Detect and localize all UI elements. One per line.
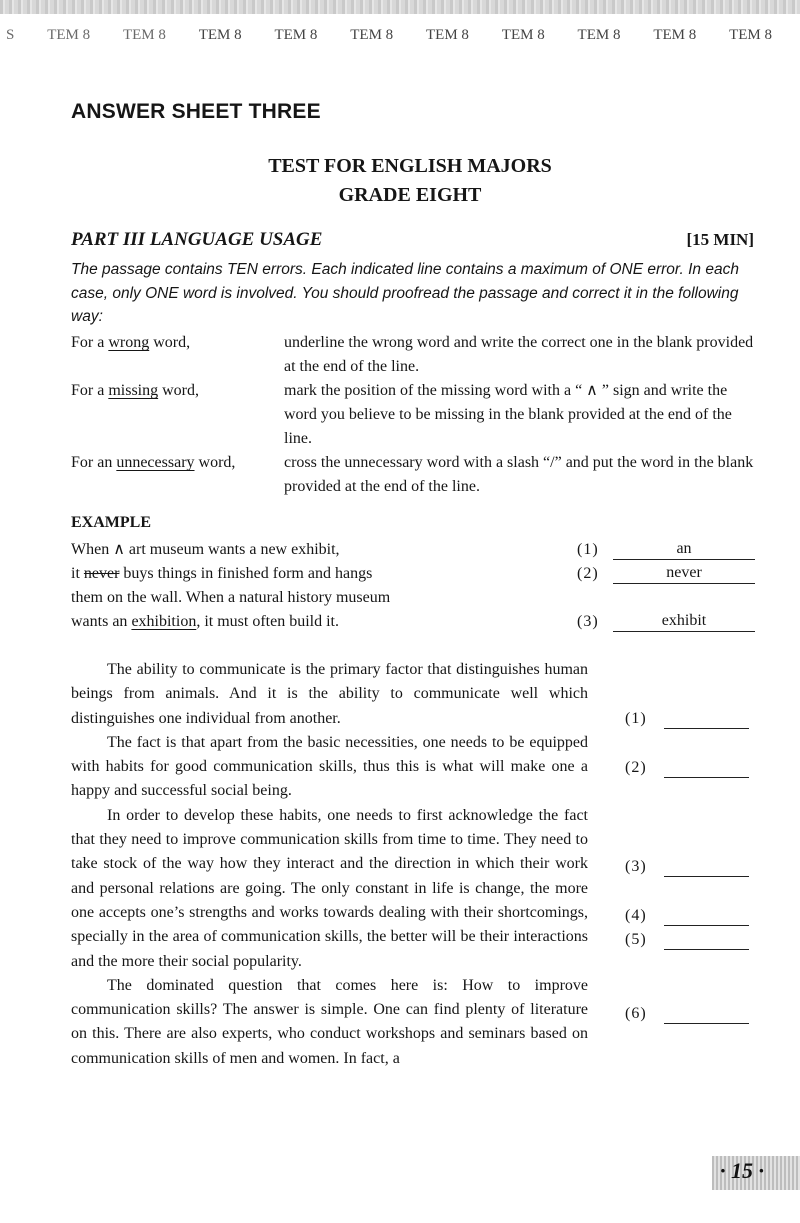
example-answer-blank: never <box>613 563 755 584</box>
example-answer-blank: an <box>613 539 755 560</box>
test-grade: GRADE EIGHT <box>338 184 482 206</box>
answer-number: (4) <box>625 907 647 924</box>
rule-label-post: word, <box>149 334 191 351</box>
part-time-limit: [15 MIN] <box>686 230 754 249</box>
part-heading: PART III LANGUAGE USAGE <box>71 229 323 250</box>
passage-paragraph: The ability to communicate is the primary factor that distinguishes human beings from animals. And it is the ability to communicate well which distinguishes one individual from another. <box>71 661 588 727</box>
answer-blank-5[interactable] <box>664 929 749 950</box>
sheet-title: ANSWER SHEET THREE <box>71 100 321 123</box>
answer-blank-2[interactable] <box>664 757 749 778</box>
rule-text-wrong: underline the wrong word and write the correct one in the blank provided at the end of the line. <box>284 334 754 375</box>
example-heading: EXAMPLE <box>71 514 151 531</box>
rule-label-pre: For a <box>71 382 109 399</box>
example-line-3: them on the wall. When a natural history museum <box>71 589 391 606</box>
header-strip-item: TEM 8 <box>47 26 91 43</box>
passage-paragraph: The dominated question that comes here is: How to improve communication skills? The answer is simple. One can find plenty of literature on this. There are also experts, who conduct workshops and seminars based on communication skills of men and women. In fact, a <box>71 976 588 1067</box>
passage-paragraph: In order to develop these habits, one needs to first acknowledge the fact that they need to improve communication skills from time to time. They need to take stock of the way how they interact and the direction in which their work and personal relations are going. The only constant in life is change, the more one accepts one’s strengths and works towards dealing with their shortcomings, specially in the area of communication skills, the better will be their interactions and the more their social popularity. <box>71 806 588 970</box>
underlined-word: exhibition <box>131 613 197 630</box>
header-strip-item: TEM 8 <box>729 26 772 43</box>
answer-blank-3[interactable] <box>664 856 749 877</box>
instructions: The passage contains TEN errors. Each indicated line contains a maximum of ONE error. In each case, only ONE word is involved. You should proofread the passage and correct it in the following way: <box>71 261 739 325</box>
header-strip-item: TEM 8 <box>350 26 394 43</box>
header-tem8-strip <box>0 24 800 46</box>
test-title: TEST FOR ENGLISH MAJORS <box>268 155 552 177</box>
example-answer-number: (1) <box>577 541 599 558</box>
answer-number: (1) <box>625 710 647 727</box>
header-strip-item: TEM 8 <box>426 26 469 43</box>
answer-number: (5) <box>625 931 647 948</box>
struck-word: never <box>83 565 120 582</box>
example-answer-number: (2) <box>577 565 599 582</box>
rule-key-word: wrong <box>108 334 150 351</box>
header-strip-item: S <box>6 26 15 43</box>
example-text: wants an <box>71 613 132 630</box>
example-text: art museum wants a new exhibit, <box>124 541 340 558</box>
rule-label-pre: For an <box>71 454 117 471</box>
header-strip-item: TEM 8 <box>274 26 318 43</box>
answer-number: (6) <box>625 1005 647 1022</box>
insertion-mark: ∧ <box>113 541 125 558</box>
example-answer-blank: exhibit <box>613 611 755 632</box>
example-line-2 <box>71 562 372 586</box>
rule-label-unnecessary <box>71 451 235 475</box>
rule-text-missing: mark the position of the missing word with a “ ∧ ” sign and write the word you believe to be missing in the blank provided at the end of the line. <box>284 382 732 447</box>
example-text: it <box>71 565 84 582</box>
example-answer-number: (3) <box>577 613 599 630</box>
rule-key-word: missing <box>108 382 159 399</box>
answer-number: (2) <box>625 759 647 776</box>
top-scan-band <box>0 0 800 14</box>
answer-blank-1[interactable] <box>664 708 749 729</box>
answer-blank-4[interactable] <box>664 905 749 926</box>
header-strip-item: TEM 8 <box>122 26 166 43</box>
rule-label-pre: For a <box>71 334 109 351</box>
example-text: buys things in finished form and hangs <box>119 565 373 582</box>
rule-label-wrong <box>71 331 190 355</box>
header-strip-item: TEM 8 <box>653 26 697 43</box>
example-line-1 <box>71 538 340 562</box>
answer-number: (3) <box>625 858 647 875</box>
header-strip-item: TEM 8 <box>577 26 621 43</box>
page-number: · 15 · <box>720 1158 764 1183</box>
passage <box>71 658 588 1071</box>
rule-label-post: word, <box>158 382 200 399</box>
example-line-4 <box>71 610 339 634</box>
rule-text-unnecessary: cross the unnecessary word with a slash “/” and put the word in the blank provided at the end of the line. <box>284 454 754 495</box>
example-text: When <box>71 541 114 558</box>
header-strip-item: TEM 8 <box>198 26 242 43</box>
answer-blank-6[interactable] <box>664 1003 749 1024</box>
rule-label-post: word, <box>194 454 236 471</box>
header-strip-item: TEM 8 <box>501 26 545 43</box>
example-text: , it must often build it. <box>196 613 339 630</box>
rule-label-missing <box>71 379 199 403</box>
passage-paragraph: The fact is that apart from the basic necessities, one needs to be equipped with habits for good communication skills, thus this is what will make one a happy and successful social being. <box>71 733 588 800</box>
rule-key-word: unnecessary <box>116 454 195 471</box>
